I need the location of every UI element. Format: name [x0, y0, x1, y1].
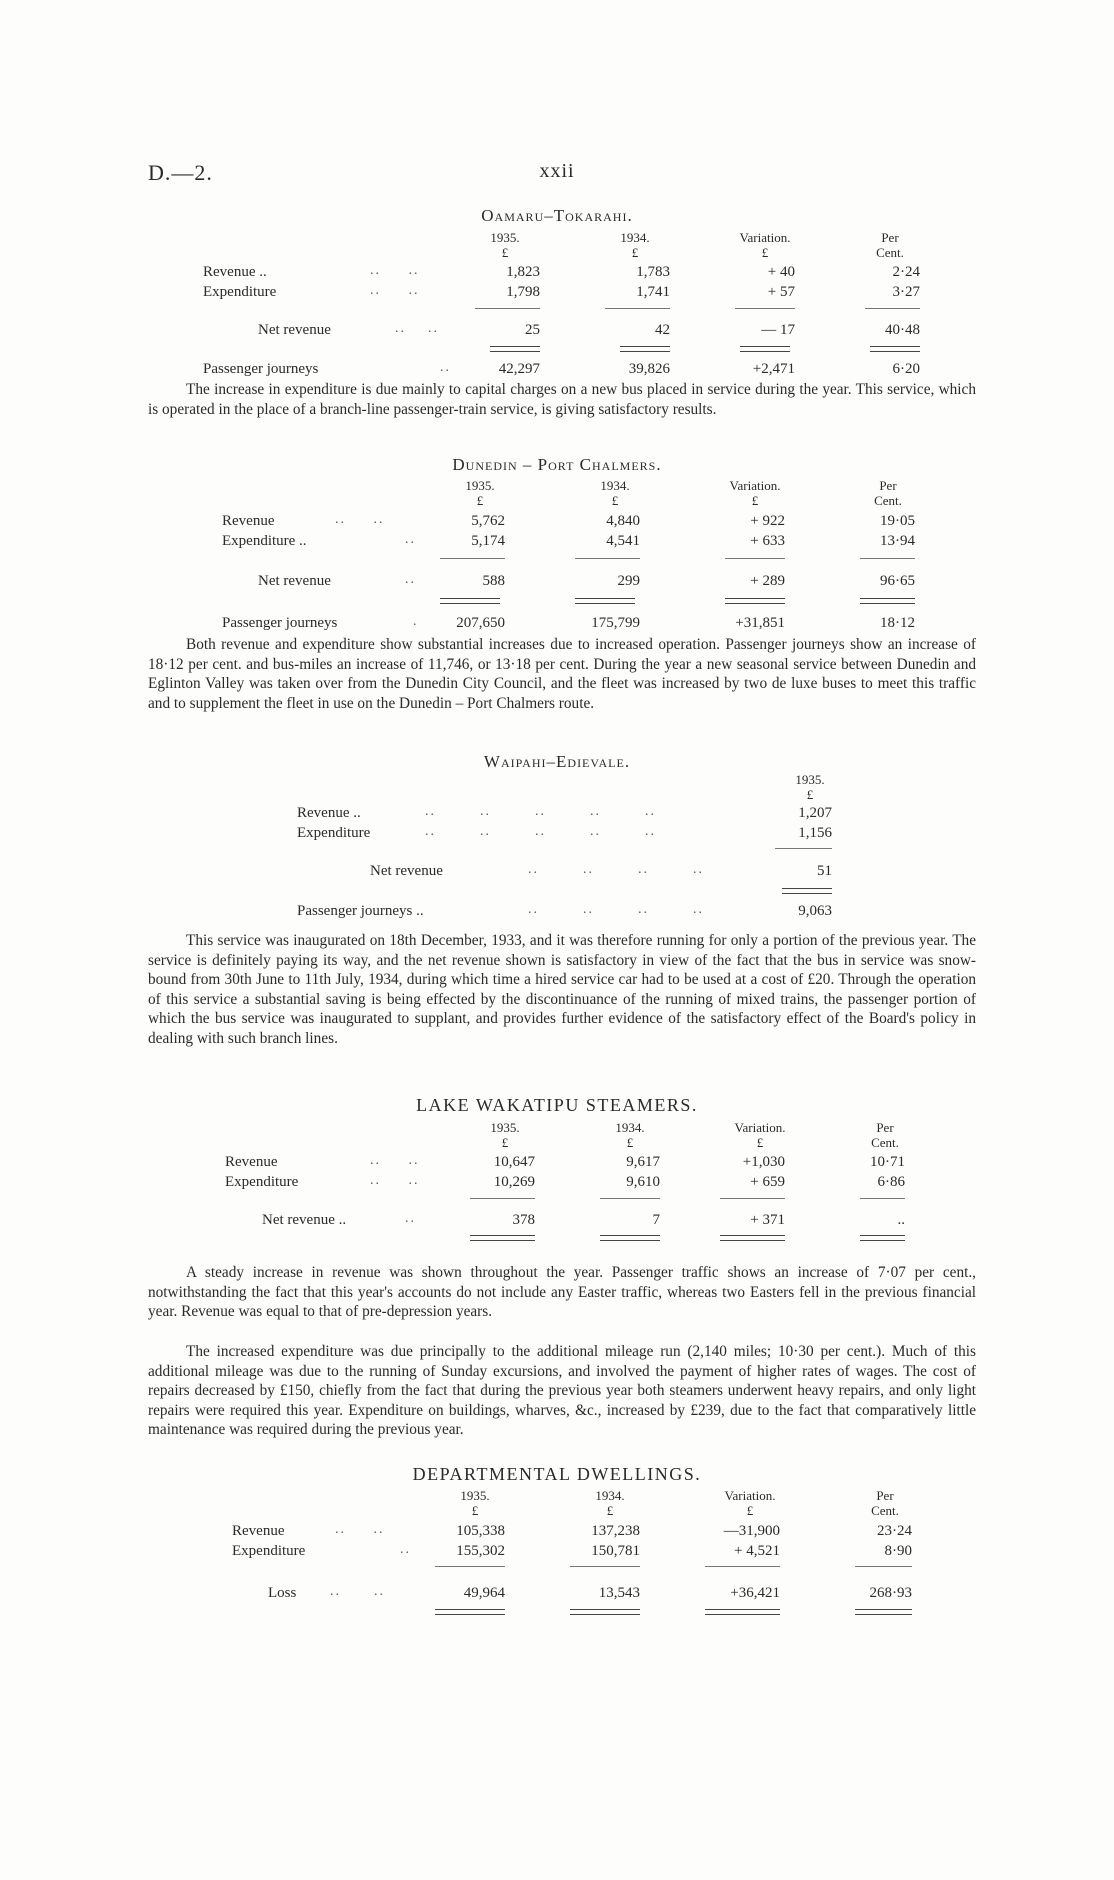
sum-rule	[570, 1566, 640, 1567]
cell-1935: 378	[512, 1212, 535, 1228]
row-label: Revenue	[225, 1154, 278, 1170]
sum-rule	[860, 1198, 905, 1199]
col-header-1935: 1935. £	[465, 478, 495, 508]
leader-dots: .. ..	[370, 263, 420, 278]
cell-1934: 42	[655, 322, 670, 338]
total-rule	[855, 1609, 912, 1615]
net-label: Net revenue	[258, 573, 331, 589]
cell-variation: +1,030	[742, 1154, 785, 1170]
row-label: Revenue	[222, 513, 275, 529]
cell-variation: — 17	[761, 322, 795, 338]
leader-dots: .	[413, 614, 419, 629]
dunedin-paragraph: Both revenue and expenditure show substantial increases due to increased operation. Passenger journeys show an increase of 18·12 per cent. and bus-miles an increase of 11,746, or 13·18 per cent. During the year a new seasonal service between Dunedin and Eglinton Valley was taken over from the Dunedin City Council, and the fleet was increased by two de luxe buses to meet this traffic and to supplement the fleet in use on the Dunedin – Port Chalmers route.	[148, 636, 976, 712]
sum-rule	[600, 1198, 660, 1199]
total-rule	[600, 1235, 660, 1241]
cell-1935: 1,823	[506, 264, 540, 280]
cell-variation: + 4,521	[734, 1543, 780, 1559]
sum-rule	[575, 558, 640, 559]
cell-variation: + 40	[767, 264, 795, 280]
total-rule	[470, 1235, 535, 1241]
total-rule	[720, 1235, 785, 1241]
dunedin-title: Dunedin – Port Chalmers.	[452, 455, 662, 474]
cell-1935: 42,297	[498, 361, 540, 377]
leader-dots: .. ..	[335, 1522, 385, 1537]
total-rule	[435, 1609, 505, 1615]
col-header-1935: 1935. £	[490, 1120, 520, 1150]
sum-rule	[860, 558, 915, 559]
cell-per-cent: 6·20	[892, 361, 920, 377]
cell-1934: 150,781	[591, 1543, 640, 1559]
cell-variation: + 659	[750, 1174, 785, 1190]
dwellings-title: DEPARTMENTAL DWELLINGS.	[412, 1464, 702, 1484]
total-rule	[620, 346, 670, 352]
col-header-1935: 1935. £	[795, 772, 825, 802]
cell-1934: 9,617	[626, 1154, 660, 1170]
cell-per-cent: 3·27	[892, 284, 920, 300]
sum-rule	[705, 1566, 780, 1567]
leader-dots: ..	[440, 360, 451, 375]
cell-1935: 1,798	[506, 284, 540, 300]
total-rule	[705, 1609, 780, 1615]
leader-dots: .. ..	[370, 283, 420, 298]
cell-per-cent: 13·94	[880, 533, 915, 549]
row-label: Expenditure	[203, 284, 277, 300]
cell-per-cent: 8·90	[884, 1543, 912, 1559]
total-rule	[440, 598, 500, 604]
cell-1935: 105,338	[456, 1523, 505, 1539]
col-header-per-cent: Per Cent.	[876, 230, 904, 260]
col-header-variation: Variation. £	[734, 1120, 786, 1150]
sum-rule	[720, 1198, 785, 1199]
leader-dots: .. .. .. .. ..	[425, 804, 656, 819]
row-label: Expenditure	[225, 1174, 299, 1190]
total-rule	[725, 598, 785, 604]
leader-dots: .. ..	[335, 512, 385, 527]
col-header-1935: 1935. £	[460, 1488, 490, 1518]
leader-dots: .. .. .. .. ..	[425, 824, 656, 839]
cell-per-cent: 6·86	[877, 1174, 905, 1190]
cell-1935: 207,650	[456, 615, 505, 631]
sum-rule	[470, 1198, 535, 1199]
cell-1934: 4,840	[606, 513, 640, 529]
cell-variation: + 57	[767, 284, 795, 300]
col-header-per-cent: Per Cent.	[871, 1120, 899, 1150]
col-header-1935: 1935. £	[490, 230, 520, 260]
cell-per-cent: 2·24	[892, 264, 920, 280]
col-header-1934: 1934. £	[615, 1120, 645, 1150]
page-number: xxii	[539, 160, 575, 182]
net-label: Net revenue	[258, 322, 331, 338]
cell-1934: 137,238	[591, 1523, 640, 1539]
col-header-variation: Variation. £	[724, 1488, 776, 1518]
cell-1935: 51	[817, 863, 832, 879]
total-rule	[490, 346, 540, 352]
cell-per-cent: 268·93	[869, 1585, 912, 1601]
total-rule	[575, 598, 635, 604]
cell-1934: 1,783	[636, 264, 670, 280]
col-header-1934: 1934. £	[620, 230, 650, 260]
leader-dots: .. .. .. ..	[528, 902, 704, 917]
sum-rule	[865, 308, 920, 309]
total-rule	[782, 888, 832, 894]
col-header-1934: 1934. £	[600, 478, 630, 508]
cell-1935: 5,174	[471, 533, 505, 549]
row-label: Expenditure	[232, 1543, 306, 1559]
leader-dots: ..	[400, 1542, 411, 1557]
cell-1935: 1,207	[798, 805, 832, 821]
cell-per-cent: 96·65	[880, 573, 915, 589]
cell-per-cent: 10·71	[870, 1154, 905, 1170]
cell-1935: 49,964	[463, 1585, 505, 1601]
cell-1935: 1,156	[798, 825, 832, 841]
wakatipu-paragraph-2: The increased expenditure was due principally to the additional mileage run (2,140 miles; 10·30 per cent.). Much of this additional mileage was due to the running of Sunday excursions, and involved the payment of higher rates of wages. The cost of repairs decreased by £150, chiefly from the fact that during the previous year both steamers underwent heavy repairs, and only light repairs were required this year. Expenditure on buildings, wharves, &c., increased by £239, due to the fact that comparatively little maintenance was required during the previous year.	[148, 1343, 976, 1439]
cell-1934: 1,741	[636, 284, 670, 300]
total-rule	[860, 1235, 905, 1241]
cell-variation: +2,471	[752, 361, 795, 377]
cell-1935: 10,647	[493, 1154, 535, 1170]
loss-label: Loss	[268, 1585, 297, 1601]
leader-dots: .. ..	[395, 321, 439, 336]
net-label: Net revenue	[370, 863, 443, 879]
oamaru-title: Oamaru–Tokarahi.	[481, 206, 633, 225]
cell-per-cent: 23·24	[877, 1523, 912, 1539]
cell-1934: 299	[617, 573, 640, 589]
leader-dots: .. ..	[330, 1584, 385, 1599]
cell-1935: 9,063	[798, 903, 832, 919]
cell-variation: + 371	[750, 1212, 785, 1228]
cell-1934: 4,541	[606, 533, 640, 549]
col-header-1934: 1934. £	[595, 1488, 625, 1518]
journeys-label: Passenger journeys	[222, 615, 338, 631]
wakatipu-paragraph-1: A steady increase in revenue was shown throughout the year. Passenger traffic shows an increase of 7·07 per cent., notwithstanding the fact that this year's accounts do not include any Easter traffic, whereas two Easters fell in the previous financial year. Revenue was equal to that of pre-depression years.	[148, 1264, 976, 1321]
total-rule	[570, 1609, 640, 1615]
sum-rule	[735, 308, 795, 309]
sum-rule	[775, 848, 832, 849]
cell-1934: 39,826	[628, 361, 670, 377]
sum-rule	[605, 308, 670, 309]
cell-variation: +31,851	[735, 615, 785, 631]
cell-1935: 588	[482, 573, 505, 589]
leader-dots: ..	[405, 532, 416, 547]
cell-per-cent: 19·05	[880, 513, 915, 529]
leader-dots: ..	[405, 572, 416, 587]
sum-rule	[725, 558, 785, 559]
leader-dots: .. ..	[370, 1173, 420, 1188]
wakatipu-title: LAKE WAKATIPU STEAMERS.	[416, 1095, 698, 1115]
page-reference: D.—2.	[148, 160, 213, 185]
cell-1935: 25	[525, 322, 540, 338]
cell-variation: —31,900	[723, 1523, 780, 1539]
sum-rule	[855, 1566, 912, 1567]
net-label: Net revenue ..	[262, 1212, 347, 1228]
col-header-variation: Variation. £	[739, 230, 791, 260]
sum-rule	[440, 558, 505, 559]
cell-1935: 10,269	[493, 1174, 535, 1190]
journeys-label: Passenger journeys	[203, 361, 319, 377]
row-label: Expenditure ..	[222, 533, 307, 549]
cell-1935: 5,762	[471, 513, 505, 529]
sum-rule	[435, 1566, 505, 1567]
row-label: Revenue	[232, 1523, 285, 1539]
cell-per-cent: ..	[897, 1212, 905, 1228]
col-header-per-cent: Per Cent.	[871, 1488, 899, 1518]
col-header-variation: Variation. £	[729, 478, 781, 508]
cell-1935: 155,302	[456, 1543, 505, 1559]
leader-dots: .. ..	[370, 1153, 420, 1168]
row-label: Revenue ..	[297, 805, 361, 821]
total-rule	[740, 346, 790, 352]
journeys-label: Passenger journeys ..	[297, 903, 424, 919]
total-rule	[860, 598, 915, 604]
row-label: Expenditure	[297, 825, 371, 841]
cell-variation: + 289	[750, 573, 785, 589]
sum-rule	[475, 308, 540, 309]
cell-variation: + 922	[750, 513, 785, 529]
waipahi-title: Waipahi–Edievale.	[483, 752, 631, 771]
waipahi-paragraph: This service was inaugurated on 18th December, 1933, and it was therefore running for only a portion of the previous year. The service is definitely paying its way, and the net revenue shown is satisfactory in view of the fact that the bus in service was snow-bound from 30th June to 11th July, 1934, during which time a hired service car had to be used at a cost of £20. Through the operation of this service a substantial saving is being effected by the discontinuance of the running of mixed trains, the passenger portion of which the bus service was inaugurated to supplant, and provides further evidence of the satisfactory effect of the Board's policy in dealing with such branch lines.	[148, 932, 976, 1047]
row-label: Revenue ..	[203, 264, 267, 280]
cell-per-cent: 18·12	[880, 615, 915, 631]
cell-per-cent: 40·48	[885, 322, 920, 338]
cell-1934: 9,610	[626, 1174, 660, 1190]
total-rule	[870, 346, 920, 352]
cell-1934: 175,799	[591, 615, 640, 631]
cell-variation: + 633	[750, 533, 785, 549]
cell-1934: 13,543	[598, 1585, 640, 1601]
leader-dots: ..	[405, 1211, 416, 1226]
cell-1934: 7	[652, 1212, 660, 1228]
oamaru-paragraph: The increase in expenditure is due mainly to capital charges on a new bus placed in service during the year. This service, which is operated in the place of a branch-line passenger-train service, is giving satisfactory results.	[148, 381, 976, 418]
leader-dots: .. .. .. ..	[528, 862, 704, 877]
col-header-per-cent: Per Cent.	[874, 478, 902, 508]
cell-variation: +36,421	[730, 1585, 780, 1601]
